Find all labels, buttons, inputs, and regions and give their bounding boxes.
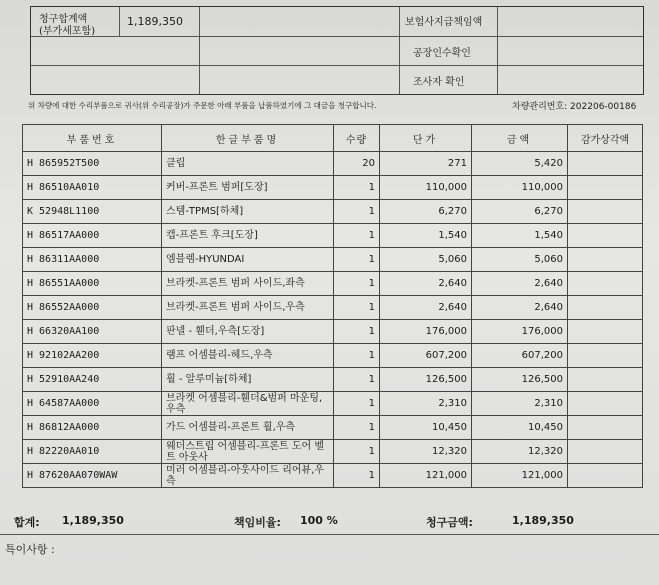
unit-price-cell: 1,540 [380, 224, 472, 248]
insurer-label: 보험사지급책임액 [405, 17, 483, 28]
amount-cell: 10,450 [472, 416, 568, 440]
table-row [23, 176, 643, 200]
quantity-cell: 20 [334, 152, 380, 176]
part-name-cell: 엠블렘-HYUNDAI [162, 248, 334, 272]
table-row [23, 320, 643, 344]
amount-cell: 5,060 [472, 248, 568, 272]
quantity-cell: 1 [334, 248, 380, 272]
part-number-cell: H 66320AA100 [23, 320, 162, 344]
unit-price-cell: 2,640 [380, 272, 472, 296]
unit-price-cell: 121,000 [380, 464, 472, 488]
amount-cell: 2,310 [472, 392, 568, 416]
amount-cell: 6,270 [472, 200, 568, 224]
table-row [23, 200, 643, 224]
unit-price-cell: 126,500 [380, 368, 472, 392]
sum-value: 1,189,350 [62, 514, 124, 527]
part-number-cell: K 52948L1100 [23, 200, 162, 224]
depreciation-cell [568, 152, 643, 176]
quantity-cell: 1 [334, 416, 380, 440]
ratio-label: 책임비율: [234, 516, 281, 529]
col-quantity: 수량 [334, 125, 380, 152]
amount-cell: 126,500 [472, 368, 568, 392]
unit-price-cell: 110,000 [380, 176, 472, 200]
part-name-cell: 램프 어셈블리-헤드,우측 [162, 344, 334, 368]
depreciation-cell [568, 296, 643, 320]
depreciation-cell [568, 176, 643, 200]
quantity-cell: 1 [334, 464, 380, 488]
part-name-cell: 휠 - 알루미늄[하체] [162, 368, 334, 392]
col-part-name: 한글부품명 [162, 125, 334, 152]
table-row [23, 392, 643, 416]
part-name-cell: 가드 어셈블리-프론트 휠,우측 [162, 416, 334, 440]
amount-cell: 110,000 [472, 176, 568, 200]
quantity-cell: 1 [334, 224, 380, 248]
amount-cell: 5,420 [472, 152, 568, 176]
col-part-number: 부품번호 [23, 125, 162, 152]
quantity-cell: 1 [334, 296, 380, 320]
table-row [23, 368, 643, 392]
table-row [23, 416, 643, 440]
quantity-cell: 1 [334, 392, 380, 416]
depreciation-cell [568, 248, 643, 272]
part-number-cell: H 87620AA070WAW [23, 464, 162, 488]
claim-amount-label: 청구금액: [426, 516, 473, 529]
table-row [23, 464, 643, 488]
amount-cell: 2,640 [472, 296, 568, 320]
unit-price-cell: 2,640 [380, 296, 472, 320]
depreciation-cell [568, 272, 643, 296]
factory-confirm-label: 공장인수확인 [413, 48, 471, 59]
amount-cell: 176,000 [472, 320, 568, 344]
depreciation-cell [568, 392, 643, 416]
part-name-cell: 브라켓-프론트 범퍼 사이드,우측 [162, 296, 334, 320]
part-name-cell: 스템-TPMS[하체] [162, 200, 334, 224]
unit-price-cell: 5,060 [380, 248, 472, 272]
claim-note: 위 차량에 대한 수리부품으로 귀사(위 수리공장)가 주문한 아래 부품을 납품하였기에 그 대금을 청구합니다. [28, 101, 377, 110]
unit-price-cell: 607,200 [380, 344, 472, 368]
inspector-label: 조사자 확인 [413, 77, 465, 88]
part-number-cell: H 865952T500 [23, 152, 162, 176]
depreciation-cell [568, 320, 643, 344]
quantity-cell: 1 [334, 440, 380, 464]
part-name-cell: 웨더스트립 어셈블리-프론트 도어 벨트 아웃사 [162, 440, 334, 464]
summary-box [30, 6, 644, 95]
unit-price-cell: 271 [380, 152, 472, 176]
depreciation-cell [568, 200, 643, 224]
part-number-cell: H 86510AA010 [23, 176, 162, 200]
row-divider [31, 65, 643, 66]
remarks-label: 특이사항 : [5, 543, 55, 556]
part-number-cell: H 86517AA000 [23, 224, 162, 248]
unit-price-cell: 12,320 [380, 440, 472, 464]
claim-amount-value: 1,189,350 [512, 514, 574, 527]
part-number-cell: H 92102AA200 [23, 344, 162, 368]
amount-cell: 2,640 [472, 272, 568, 296]
quantity-cell: 1 [334, 200, 380, 224]
quantity-cell: 1 [334, 272, 380, 296]
depreciation-cell [568, 464, 643, 488]
part-name-cell: 클립 [162, 152, 334, 176]
quantity-cell: 1 [334, 320, 380, 344]
part-number-cell: H 82220AA010 [23, 440, 162, 464]
table-row [23, 296, 643, 320]
total-label: 청구합계액 [39, 14, 88, 25]
table-row [23, 272, 643, 296]
total-amount: 1,189,350 [127, 15, 183, 28]
depreciation-cell [568, 440, 643, 464]
col-divider [199, 7, 200, 94]
depreciation-cell [568, 224, 643, 248]
table-row [23, 344, 643, 368]
row-divider [31, 36, 643, 37]
part-number-cell: H 64587AA000 [23, 392, 162, 416]
quantity-cell: 1 [334, 368, 380, 392]
unit-price-cell: 10,450 [380, 416, 472, 440]
col-depreciation: 감가상각액 [568, 125, 643, 152]
part-name-cell: 브라켓 어셈블리-휀더&범퍼 마운팅,우측 [162, 392, 334, 416]
quantity-cell: 1 [334, 176, 380, 200]
part-name-cell: 미러 어셈블리-아웃사이드 리어뷰,우측 [162, 464, 334, 488]
ratio-value: 100 % [300, 514, 338, 527]
part-number-cell: H 86311AA000 [23, 248, 162, 272]
col-unit-price: 단가 [380, 125, 472, 152]
part-name-cell: 캡-프론트 후크[도장] [162, 224, 334, 248]
col-divider [497, 7, 498, 94]
part-number-cell: H 52910AA240 [23, 368, 162, 392]
col-divider [399, 7, 400, 94]
unit-price-cell: 6,270 [380, 200, 472, 224]
unit-price-cell: 2,310 [380, 392, 472, 416]
amount-cell: 12,320 [472, 440, 568, 464]
part-number-cell: H 86551AA000 [23, 272, 162, 296]
table-row [23, 152, 643, 176]
depreciation-cell [568, 368, 643, 392]
part-name-cell: 커버-프론트 범퍼[도장] [162, 176, 334, 200]
depreciation-cell [568, 344, 643, 368]
table-header [23, 125, 643, 152]
amount-cell: 607,200 [472, 344, 568, 368]
depreciation-cell [568, 416, 643, 440]
part-name-cell: 판넬 - 휀더,우측[도장] [162, 320, 334, 344]
management-number: 차량관리번호: 202206-00186 [512, 102, 637, 112]
part-name-cell: 브라켓-프론트 범퍼 사이드,좌측 [162, 272, 334, 296]
parts-table [22, 124, 643, 488]
amount-cell: 121,000 [472, 464, 568, 488]
sum-label: 합계: [14, 516, 40, 529]
vat-label: (부가세포함) [39, 26, 96, 37]
col-amount: 금액 [472, 125, 568, 152]
divider [0, 534, 659, 535]
quantity-cell: 1 [334, 344, 380, 368]
table-row [23, 440, 643, 464]
unit-price-cell: 176,000 [380, 320, 472, 344]
table-row [23, 224, 643, 248]
col-divider [119, 7, 120, 36]
amount-cell: 1,540 [472, 224, 568, 248]
part-number-cell: H 86812AA000 [23, 416, 162, 440]
part-number-cell: H 86552AA000 [23, 296, 162, 320]
table-row [23, 248, 643, 272]
